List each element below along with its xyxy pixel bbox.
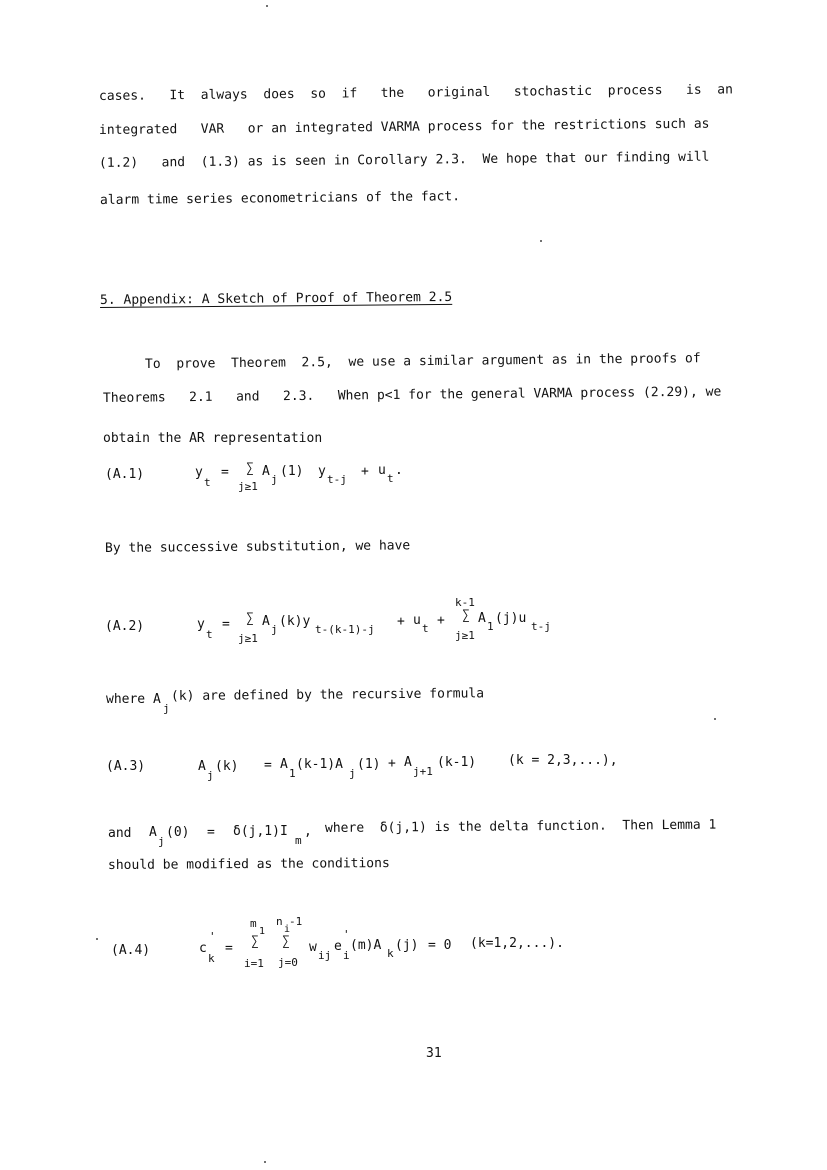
a2-sum1: ∑ xyxy=(246,611,254,626)
a1-term3: u xyxy=(378,463,386,478)
a1-eq: = xyxy=(221,465,229,480)
scan-speck xyxy=(266,5,268,7)
p3-a-arg: (0) xyxy=(166,825,190,840)
a1-term2: y xyxy=(318,464,326,479)
a2-sum1-below: j≥1 xyxy=(238,632,258,645)
paragraph-1-line-3: (1.2) and (1.3) as is seen in Corollary 2.3. We hope that our finding will xyxy=(98,149,710,171)
page-number: 31 xyxy=(426,1046,442,1061)
a4-eq2: = 0 xyxy=(428,938,452,953)
equation-label-a1: (A.1) xyxy=(105,467,145,482)
a2-term2-rest: (j)u xyxy=(495,611,527,626)
scan-speck xyxy=(96,938,98,940)
a4-sum1-above-sub: 1 xyxy=(259,926,266,937)
scan-speck xyxy=(264,1161,266,1163)
a3-r1-arg2: (1) xyxy=(357,757,381,772)
a2-term1-sub: j xyxy=(271,623,278,636)
p3-delta: δ(j,1)I xyxy=(233,824,288,839)
a3-condition: (k = 2,3,...), xyxy=(508,753,618,768)
a3-lhs: A xyxy=(198,759,206,774)
a4-sum2-above-rest: -1 xyxy=(289,915,303,928)
a2-term2-sub2: t-j xyxy=(531,620,551,633)
a4-rest2: (j) xyxy=(395,938,419,953)
a2-term2: A xyxy=(478,611,486,626)
scan-speck xyxy=(714,718,716,720)
a3-r2: A xyxy=(404,755,412,770)
a1-term1: A xyxy=(262,464,270,479)
a4-sum1-above: m xyxy=(250,917,257,930)
paragraph-2-line-3: obtain the AR representation xyxy=(103,431,323,446)
a2-sum2: ∑ xyxy=(462,608,470,623)
a3-r1-sub2: j xyxy=(349,767,356,780)
paragraph-1-line-1: cases. It always does so if the original stochastic process is an xyxy=(98,82,734,104)
a4-w: w xyxy=(309,940,317,955)
a4-sum2-above-sub: i xyxy=(284,924,291,935)
a3-r1-sub: 1 xyxy=(289,767,296,780)
a3-lhs-sub: j xyxy=(207,769,214,782)
a4-c-sub: k xyxy=(208,952,215,965)
scan-speck xyxy=(540,240,542,242)
a4-e-sub: i xyxy=(343,949,350,962)
a4-rest: (m)A xyxy=(350,938,382,953)
a3-r1-arg: (k-1)A xyxy=(296,757,343,772)
a1-term1-sub: j xyxy=(271,473,278,486)
a4-sum1: ∑ xyxy=(251,934,259,949)
section-heading: 5. Appendix: A Sketch of Proof of Theorem 2.5 xyxy=(99,289,453,308)
a4-rest-sub: k xyxy=(387,947,394,960)
a2-eq: = xyxy=(222,617,230,632)
a1-sum: ∑ xyxy=(246,461,254,476)
text-where-after: (k) are defined by the recursive formula xyxy=(170,686,485,704)
a1-sum-below: j≥1 xyxy=(238,480,258,493)
p3-comma: , xyxy=(304,824,312,839)
p3-a: A xyxy=(149,825,157,840)
paragraph-1-line-2: integrated VAR or an integrated VARMA process for the restrictions such as xyxy=(98,116,710,138)
a3-plus: + xyxy=(388,756,396,771)
a4-c: c xyxy=(199,941,207,956)
p3-rest: where δ(j,1) is the delta function. Then Lemma 1 xyxy=(324,817,717,836)
a3-eq: = xyxy=(264,758,272,773)
a2-lhs: y xyxy=(197,617,205,632)
a4-eq: = xyxy=(225,941,233,956)
a2-u-sub: t xyxy=(422,622,429,635)
a2-term1-sub2: t-(k-1)-j xyxy=(315,623,375,636)
a2-u: u xyxy=(413,613,421,628)
p3-a-sub: j xyxy=(158,835,165,848)
text-successive: By the successive substitution, we have xyxy=(104,538,411,556)
a1-plus: + xyxy=(361,464,369,479)
a2-plus1: + xyxy=(397,614,405,629)
paragraph-2-line-1: To prove Theorem 2.5, we use a similar argument as in the proofs of xyxy=(144,351,701,372)
p3-and: and xyxy=(108,826,132,841)
a4-sum2: ∑ xyxy=(282,934,290,949)
a2-term1-rest: (k)y xyxy=(279,614,311,629)
a4-sum2-below: j=0 xyxy=(278,956,298,969)
a1-term1-arg: (1) xyxy=(280,464,304,479)
equation-label-a4: (A.4) xyxy=(111,943,151,958)
a3-r2-arg: (k-1) xyxy=(437,755,477,770)
a2-term2-sub: 1 xyxy=(487,620,494,633)
p3-delta-sub: m xyxy=(295,834,302,847)
a2-sum2-above: k-1 xyxy=(455,596,475,609)
a2-sum2-below: j≥1 xyxy=(455,629,475,642)
text-where-before: where A xyxy=(106,692,161,707)
equation-label-a2: (A.2) xyxy=(105,619,145,634)
a4-e-prime: ' xyxy=(343,928,350,941)
a1-period: . xyxy=(395,463,403,478)
a4-e: e xyxy=(334,939,342,954)
a3-r1: A xyxy=(280,757,288,772)
a2-lhs-sub: t xyxy=(206,628,213,641)
a4-c-prime: ' xyxy=(209,930,216,943)
equation-label-a3: (A.3) xyxy=(106,759,146,774)
a4-sum1-below: i=1 xyxy=(244,957,264,970)
p3-line-2: should be modified as the conditions xyxy=(107,856,390,873)
paragraph-1-line-4: alarm time series econometricians of the fact. xyxy=(99,189,461,208)
p3-eq: = xyxy=(207,825,215,840)
a1-lhs: y xyxy=(195,465,203,480)
a3-r2-sub: j+1 xyxy=(413,765,433,778)
text-where-sub: j xyxy=(163,702,170,715)
a1-lhs-sub: t xyxy=(204,476,211,489)
a1-term3-sub: t xyxy=(387,472,394,485)
a2-term1: A xyxy=(262,614,270,629)
a3-lhs-arg: (k) xyxy=(215,759,239,774)
a4-w-sub: ij xyxy=(318,949,332,962)
a1-term2-sub: t-j xyxy=(327,473,347,486)
paragraph-2-line-2: Theorems 2.1 and 2.3. When p<1 for the general VARMA process (2.29), we xyxy=(102,384,722,406)
a2-plus2: + xyxy=(437,613,445,628)
a4-sum2-above: n xyxy=(276,915,283,928)
a4-condition: (k=1,2,...). xyxy=(470,936,564,951)
